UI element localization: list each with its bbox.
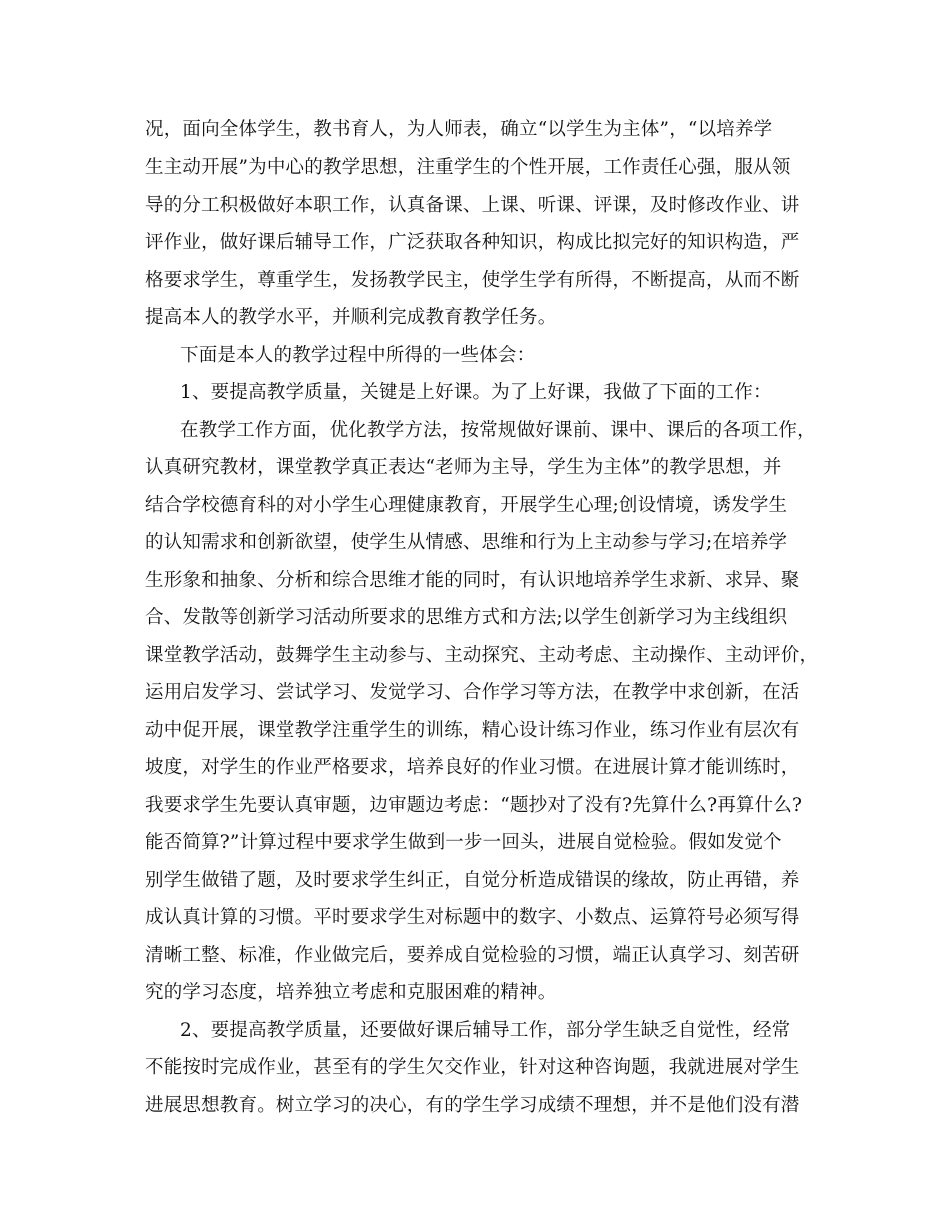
text-line: 下面是本人的教学过程中所得的一些体会： bbox=[180, 345, 536, 366]
text-line: 格要求学生，尊重学生，发扬教学民主，使学生学有所得，不断提高，从而不断 bbox=[145, 270, 800, 291]
text-line: 的认知需求和创新欲望，使学生从情感、思维和行为上主动参与学习;在培养学 bbox=[145, 532, 788, 553]
text-line: 我要求学生先要认真审题，边审题边考虑：“题抄对了没有?先算什么?再算什么? bbox=[145, 795, 803, 816]
text-line: 课堂教学活动，鼓舞学生主动参与、主动探究、主动考虑、主动操作、主动评价， bbox=[145, 645, 819, 666]
text-line: 提高本人的教学水平，并顺利完成教育教学任务。 bbox=[145, 307, 557, 328]
text-line: 清晰工整、标准，作业做完后，要养成自觉检验的习惯，端正认真学习、刻苦研 bbox=[145, 945, 800, 966]
text-line: 进展思想教育。树立学习的决心，有的学生学习成绩不理想，并不是他们没有潜 bbox=[145, 1095, 800, 1116]
text-line: 坡度，对学生的作业严格要求，培养良好的作业习惯。在进展计算才能训练时， bbox=[145, 757, 800, 778]
text-line: 能否简算?”计算过程中要求学生做到一步一回头，进展自觉检验。假如发觉个 bbox=[145, 832, 782, 853]
text-line: 究的学习态度，培养独立考虑和克服困难的精神。 bbox=[145, 982, 557, 1003]
text-line: 2、要提高教学质量，还要做好课后辅导工作，部分学生缺乏自觉性，经常 bbox=[180, 1020, 791, 1041]
text-line: 生形象和抽象、分析和综合思维才能的同时，有认识地培养学生求新、求异、聚 bbox=[145, 570, 800, 591]
text-line: 成认真计算的习惯。平时要求学生对标题中的数字、小数点、运算符号必须写得 bbox=[145, 907, 800, 928]
text-line: 导的分工积极做好本职工作，认真备课、上课、听课、评课，及时修改作业、讲 bbox=[145, 195, 800, 216]
text-line: 认真研究教材，课堂教学真正表达“老师为主导，学生为主体”的教学思想，并 bbox=[145, 457, 782, 478]
text-line: 合、发散等创新学习活动所要求的思维方式和方法;以学生创新学习为主线组织 bbox=[145, 607, 788, 628]
text-line: 在教学工作方面，优化教学方法，按常规做好课前、课中、课后的各项工作， bbox=[180, 420, 816, 441]
text-line: 评作业，做好课后辅导工作，广泛获取各种知识，构成比拟完好的知识构造，严 bbox=[145, 232, 800, 253]
text-line: 运用启发学习、尝试学习、发觉学习、合作学习等方法，在教学中求创新，在活 bbox=[145, 682, 800, 703]
text-line: 动中促开展，课堂教学注重学生的训练，精心设计练习作业，练习作业有层次有 bbox=[145, 720, 800, 741]
text-line: 结合学校德育科的对小学生心理健康教育，开展学生心理;创设情境，诱发学生 bbox=[145, 495, 788, 516]
text-line: 别学生做错了题，及时要求学生纠正，自觉分析造成错误的缘故，防止再错，养 bbox=[145, 870, 800, 891]
text-line: 不能按时完成作业，甚至有的学生欠交作业，针对这种咨询题，我就进展对学生 bbox=[145, 1057, 800, 1078]
text-line: 1、要提高教学质量，关键是上好课。为了上好课，我做了下面的工作： bbox=[180, 382, 772, 403]
text-line: 况，面向全体学生，教书育人，为人师表，确立“以学生为主体”，“以培养学 bbox=[145, 119, 773, 140]
text-line: 生主动开展”为中心的教学思想，注重学生的个性开展，工作责任心强，服从领 bbox=[145, 157, 791, 178]
